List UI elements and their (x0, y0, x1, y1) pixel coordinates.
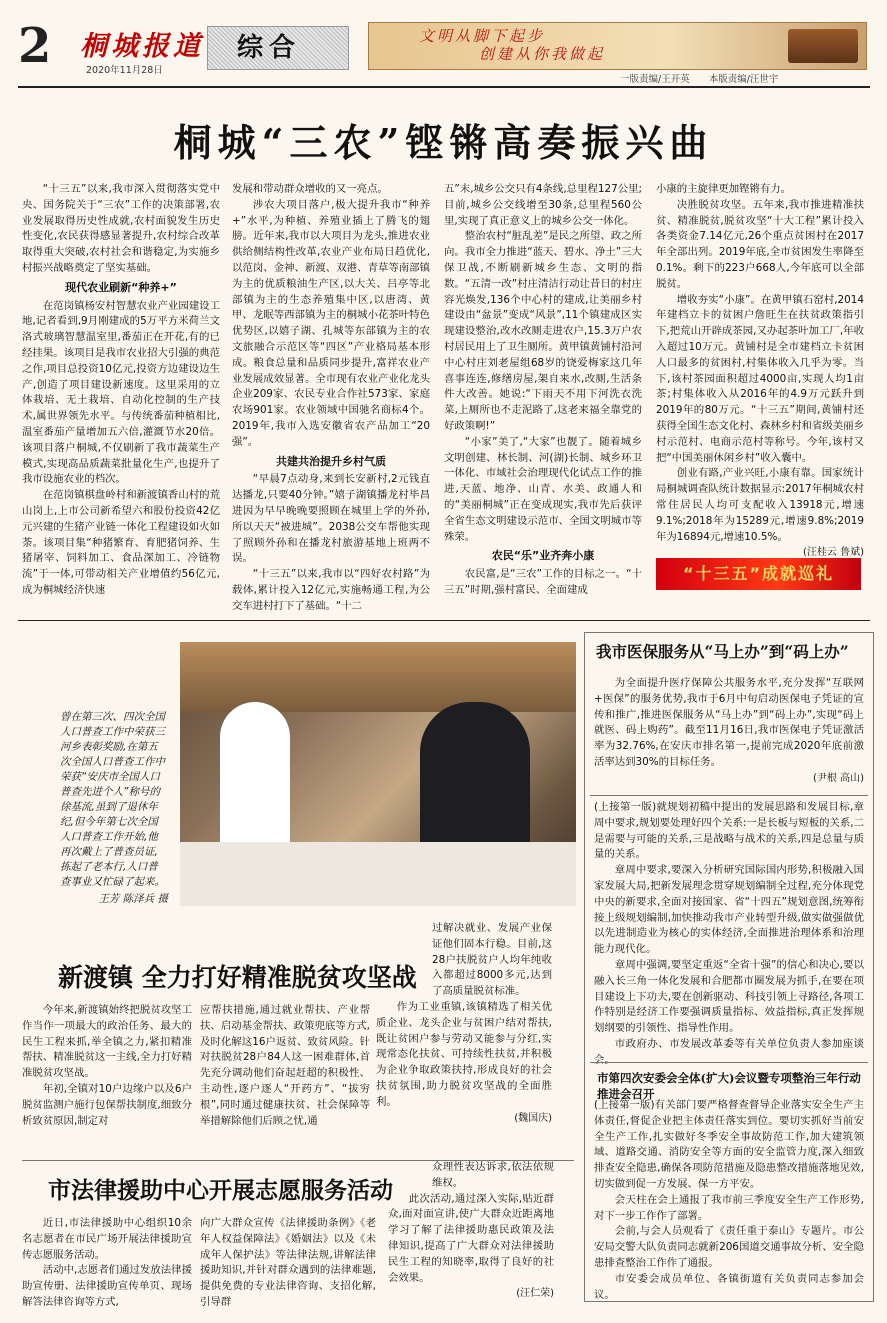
page-number: 2 (18, 18, 52, 74)
subhead: 农民“乐”业齐奔小康 (491, 549, 595, 563)
paragraph: 决胜脱贫攻坚。五年来,我市推进精准扶贫、精准脱贫,脱贫攻坚“十大工程”累计投入各类资金7.14亿元,26个重点贫困村在2017年全部出列。2019年底,全市贫困发生率降至0.1%。剩下的223户668人,今年底可以全部脱贫。 (656, 198, 864, 290)
photo-shelf (180, 642, 576, 712)
issue-date: 2020年11月28日 (86, 65, 163, 76)
paragraph: “早晨7点动身,来到长安新村,2元钱直达播龙,只要40分钟。”嬉子湖镇播龙村毕昌进因为早早晚晚要照顾在城里上学的外孙,所以天天“被进城”。2038公交车帮他实现了照顾外孙和在播龙村旅游基地上班两不误。 (232, 473, 430, 565)
photo-credit: 王芳 陈泽兵 摄 (98, 893, 168, 905)
newspaper-logo: 桐城报道 (80, 31, 204, 62)
editors-line: 一版责编/王开英 本版责编/汪世宇 (620, 74, 779, 85)
continued-tag: (上接第一版) (594, 1099, 655, 1111)
subhead: 现代农业刷新“种养+” (65, 280, 177, 294)
paragraph: 在范岗镇杨安村智慧农业产业园建设工地,记者看到,9月刚建成的5万平方米荷兰文洛式玻璃智慧温室里,番茄正在开花,有的已经挂果。该项目是我市农业招大引强的典范之作,项目总投资10亿元,投资方边建设边生产,创造了项目建设新速度。这里采用的立体栽培、无土栽培、自动化控制的生产技术,属世界领先水平。与传统番茄种植相比,温室番茄产量增加五六倍,灌溉节水20倍。该项目落户桐城,不仅刷新了我市蔬菜生产模式,实现高品质蔬菜批量化生产,也提升了我市设施农业的档次。 (22, 299, 220, 486)
byline: (尹根 高山) (813, 772, 864, 784)
banner-building-image (788, 29, 858, 63)
paragraph: 会天柱在会上通报了我市前三季度安全生产工作形势,对下一步工作作了部署。 (594, 1193, 864, 1222)
paragraph: 有关部门要严格督查督导企业落实安全生产主体责任,督促企业把主体责任落实到位。要切实抓好当前安全生产工作,扎实做好冬季安全事故防范工作,加大建筑领域、道路交通、消防安全等方面的安全监管力度,深入细致排查安全隐患,确保各项防范措施及隐患整改措施落地见效,切实做到促一方发展、保一方平安。 (594, 1099, 865, 1190)
paragraph: 章周中要求,要深入分析研究国际国内形势,积极融入国家发展大局,把新发展理念贯穿规划编制全过程,充分体现党中央的新要求,全面对接国家、省“十四五”规划意图,统筹衔接上级规划编制,加快推动我市产业转型升级,做实做强做优以先进制造业为核心的实体经济,全面推进治理体系和治理能力现代化。 (594, 864, 864, 956)
photo-caption (60, 710, 168, 907)
section-rule (18, 620, 870, 621)
subhead: 共建共治提升乡村气质 (276, 454, 386, 468)
paragraph: 小康的主旋律更加铿锵有力。 (656, 183, 792, 195)
paragraph: 为全面提升医疗保障公共服务水平,充分发挥“互联网+医保”的服务优势,我市于6月中旬启动医保电子凭证的宣传和推广,推进医保服务从“马上办”到“码上办”,实现“码上就医、码上购药”。截至11月16日,我市医保电子凭证激活率为32.76%,在安庆市排名第一,提前完成2020年底前激活率达到30%的目标任务。 (594, 677, 864, 768)
paragraph: 向广大群众宣传《法律援助条例》《老年人权益保障法》《婚姻法》以及《未成年人保护法》等法律法规,讲解法律援助知识,并针对群众遇到的法律难题,提供免费的专业法律咨询、支招化解,引导群 (200, 1217, 376, 1308)
header-rule (18, 86, 870, 88)
paragraph: 活动中,志愿者们通过发放法律援助宣传册、法律援助宣传单页、现场解答法律咨询等方式, (22, 1264, 192, 1308)
lead-column-2 (232, 182, 430, 615)
caption-text: 曾在第三次、四次全国人口普查工作中荣获三河乡表彰奖励,在第五次全国人口普查工作中荣获“安庆市全国人口普查先进个人”称号的徐基流,虽到了退休年纪,但今年第七次全国人口普查工作开始,他再次戴上了普查员证,拣起了老本行,人口普查事业又忙碌了起来。 (60, 711, 165, 888)
xindu-column-1 (22, 1003, 192, 1129)
paragraph: 此次活动,通过深入实际,贴近群众,面对面宣讲,使广大群众近距离地学习了解了法律援助惠民政策及法律知识,提高了广大群众对法律援助民生工程的知晓率,取得了良好的社会效果。 (388, 1192, 554, 1284)
paragraph: 今年来,新渡镇始终把脱贫攻坚工作当作一项最大的政治任务、最大的民生工程来抓,举全镇之力,紧扣精准帮扶、精准脱贫这一主线,全力打好精准脱贫攻坚战。 (22, 1004, 192, 1080)
lead-column-1 (22, 182, 220, 599)
paragraph: 整治农村“脏乱差”是民之所望、政之所向。我市全力推进“蓝天、碧水、净土”三大保卫战,不断刷新城乡生态、文明的指数。“五清一改”村庄清洁行动让昔日的村庄容光焕发,136个中心村的建成,让美丽乡村建设由“盆景”变成“风景”,11个镇建成区实现建设整治,改水改厕走进农户,15.3万户农村居民用上了卫生厕所。黄甲镇黄铺村沿河中心村庄刘老屋组68岁的饶爱梅家这几年喜事连连,修缮房屋,架自来水,改厕,生活条件大改善。她说:“下雨天不用下河洗衣洗菜,上厕所也不走泥路了,这老来福全靠党的好政策啊!” (444, 230, 642, 432)
banner-slogan (419, 27, 605, 63)
paragraph: 会前,与会人员观看了《责任重于泰山》专题片。市公安局交警大队负责同志就新206国道交通事故分析、安全隐患排查整治工作作了通报。 (594, 1225, 864, 1269)
main-headline: 桐城“三农”铿锵高奏振兴曲 (173, 120, 714, 165)
paragraph: 农民富,是“三农”工作的目标之一。“十三五”时期,强村富民、全面建成 (444, 568, 642, 596)
paragraph: 章周中强调,要坚定重返“全省十强”的信心和决心,要以融入长三角一体化发展和合肥都市圈发展为抓手,在要在项目建设上下功夫,要在创新驱动、科技引领上寻路径,各项工作特别是经济工作要强调质量指标、效益指标,真正发挥规划纲要的引领性、指导性作用。 (594, 958, 864, 1035)
continued-tag: (上接第一版) (594, 801, 657, 813)
xindu-column-3 (376, 921, 552, 1126)
paragraph: 市安委会成员单位、各镇街道有关负责同志参加会议。 (594, 1272, 864, 1301)
lead-column-4 (656, 182, 864, 561)
lead-column-3 (444, 182, 642, 599)
banner-line-1: 文明从脚下起步 (419, 27, 546, 45)
paragraph: 市政府办、市发展改革委等有关单位负责人参加座谈会。 (594, 1037, 864, 1066)
safety-article (594, 1098, 864, 1303)
paragraph: 发展和带动群众增收的又一亮点。 (232, 183, 388, 195)
banner-line-2: 创建从你我做起 (479, 45, 606, 63)
continued-article (594, 800, 864, 1069)
safety-headline: 市第四次安委会全体(扩大)会议暨专项整治三年行动推进会召开 (597, 1071, 861, 1101)
series-promo-badge: “十三五”成就巡礼 (656, 558, 861, 590)
paragraph: 五”末,城乡公交只有4条线,总里程127公里;目前,城乡公交线增至30条,总里程560公里,实现了真正意义上的城乡公交一体化。 (444, 183, 642, 227)
legal-headline: 市法律援助中心开展志愿服务活动 (48, 1177, 393, 1204)
section-label: 综合 (237, 33, 302, 63)
paragraph: “小家”美了,“大家”也靓了。随着城乡文明创建、林长制、河(湖)长制、城乡环卫一体化、市域社会治理现代化试点工作的推进,天蓝、地净、山青、水美、政通人和的“美丽桐城”正在变成现实,我市先后获评全省生态文明建设示范市、全国文明城市等殊荣。 (444, 435, 642, 543)
paragraph: 创业有路,产业兴旺,小康有靠。国家统计局桐城调查队统计数据显示:2017年桐城农村常住居民人均可支配收入13918元,增速9.1%;2018年为15289元,增速9.8%;2019年为16894元,增速10.5%。 (656, 467, 864, 543)
census-photo (180, 642, 576, 906)
divider (590, 795, 868, 796)
paragraph: 涉农大项目落户,极大提升我市“种养+”水平,为种植、养殖业插上了腾飞的翅膀。近年来,我市以大项目为龙头,推进农业供给侧结构性改革,农业产业布局日趋优化,以范岗、金神、新渡、双港、青草等南部镇为主的优质粮油生产区,以大关、吕亭等北部镇为主的生态养殖集中区,以唐湾、黄甲、龙眠等西部镇为主的桐城小花茶叶特色优势区,以嬉子湖、孔城等东部镇为主的农文旅融合示范区等“四区”产业格局基本形成。粮食总量和品质同步提升,富祥农业产业发展成效显著。全市现有农业产业化龙头企业209家、农民专业合作社573家、家庭农场901家。农业领域中国驰名商标4个。2019年,我市入选安徽省农产品加工“20强”。 (232, 198, 430, 448)
xindu-column-2 (200, 1003, 370, 1129)
paragraph: 增收夯实“小康”。在黄甲镇石窑村,2014年建档立卡的贫困户詹旺生在扶贫政策指引下,把荒山开辟成茶园,又办起茶叶加工厂,年收入超过10万元。黄铺村是全市建档立卡贫困人口最多的贫困村,村集体收入几乎为零。当下,该村茶园面积超过4000亩,实现人均1亩茶;村集体收入从2016年的4.9万元跃升到2019年的80万元。“十三五”期间,黄铺村还获得全国生态文化村、森林乡村和省级美丽乡村示范村、电商示范村等称号。今年,该村又把“中国美丽休闲乡村”收入囊中。 (656, 293, 864, 464)
paragraph: 在范岗镇棋盘岭村和新渡镇香山村的荒山岗上,上市公司新希望六和股份投资42亿元兴建的生猪产业链一体化工程建设如火如荼。该项目集“种猪繁育、育肥猪饲养、生猪屠宰、饲料加工、食品深加工、冷链物流”于一体,可带动相关产业增值约56亿元,成为桐城经济快速 (22, 489, 220, 596)
paragraph: 作为工业重镇,该镇精选了相关优质企业、龙头企业与贫困户结对帮扶,既让贫困户参与劳动又能参与分红,实现常态化扶贫、可持续性扶贫,并积极为企业争取政策扶持,形成良好的社会扶贫氛围,助力脱贫攻坚战的全面胜利。 (376, 1000, 552, 1108)
xindu-headline: 新渡镇 全力打好精准脱贫攻坚战 (58, 963, 417, 992)
photo-desk (180, 842, 576, 906)
byline: (魏国庆) (514, 1112, 552, 1124)
medical-body (594, 676, 864, 787)
civility-banner (368, 22, 867, 70)
legal-column-2 (200, 1216, 376, 1311)
paragraph: 过解决就业、发展产业保证他们固本行稳。目前,这28户扶脱贫户人均年纯收入都超过8000多元,达到了高质量脱贫标准。 (432, 922, 552, 998)
legal-column-1 (22, 1216, 192, 1311)
byline: (汪仁荣) (516, 1288, 554, 1300)
paragraph: 应帮扶措施,通过就业帮扶、产业帮扶、启动基金帮扶、政策兜底等方式,及时化解这16户返贫、致贫风险。针对扶脱贫28户84人这一困难群体,首先充分调动他们奋起赶超的积极性、主动性,逐户逐人“开药方”、“拔穷根”,同时通过健康扶贫、社会保障等举措解除他们后顾之忧,通 (200, 1004, 370, 1127)
byline: (汪桂云 鲁斌) (803, 547, 864, 559)
paragraph: 近日,市法律援助中心组织10余名志愿者在市民广场开展法律援助宣传志愿服务活动。 (22, 1217, 192, 1261)
paragraph: 就规划初稿中提出的发展思路和发展目标,章周中要求,规划要处理好四个关系:一是长板与短板的关系,二是需要与可能的关系,三是战略与战术的关系,四是总量与质量的关系。 (594, 801, 864, 861)
paragraph: 众理性表达诉求,依法依规维权。 (432, 1161, 554, 1189)
divider (590, 1062, 868, 1063)
photo-person-left (220, 702, 290, 852)
paragraph: “十三五”以来,我市深入贯彻落实党中央、国务院关于“三农”工作的决策部署,农业发展取得历史性成就,农村面貌发生历史性变化,农民获得感显著提升,农村综合改革取得重大突破,农村社会和谐稳定,为实施乡村振兴战略奠定了坚实基础。 (22, 183, 220, 274)
paragraph: “十三五”以来,我市以“四好农村路”为载体,累计投入12亿元,实施畅通工程,为公交车进村打下了基础。“十二 (232, 568, 430, 612)
paragraph: 年初,全镇对10户边缘户以及6户脱贫监测户施行包保帮扶制度,细致分析致贫原因,制定对 (22, 1082, 192, 1127)
medical-headline: 我市医保服务从“马上办”到“码上办” (596, 642, 849, 661)
legal-column-3 (384, 1160, 554, 1302)
